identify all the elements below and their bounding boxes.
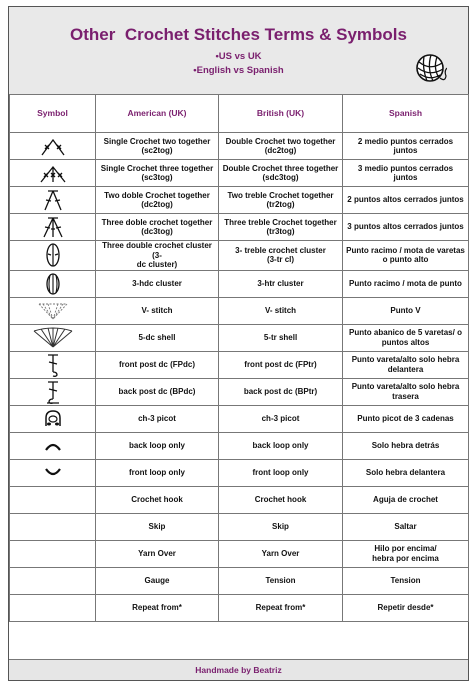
british-term: front post dc (FPtr) <box>219 351 343 378</box>
table-header-row <box>10 95 469 133</box>
v-stitch-icon <box>36 301 70 321</box>
spanish-term: Repetir desde* <box>343 594 469 621</box>
spanish-term: Solo hebra delantera <box>343 459 469 486</box>
british-term: Repeat from* <box>219 594 343 621</box>
table-row <box>10 187 469 214</box>
spanish-term: Punto V <box>343 297 469 324</box>
spanish-term: Solo hebra detrás <box>343 432 469 459</box>
symbol-cell <box>10 351 96 378</box>
table-row <box>10 378 469 405</box>
spanish-term: Punto racimo / mota de varetas o punto alto <box>343 241 469 271</box>
footer-credit: Handmade by Beatriz <box>9 659 468 680</box>
sc2tog-icon <box>38 135 68 157</box>
header <box>9 7 468 95</box>
spanish-term: Saltar <box>343 513 469 540</box>
american-term: Two doble Crochet together (dc2tog) <box>96 187 219 214</box>
front-loop-icon <box>38 464 68 482</box>
american-term: back post dc (BPdc) <box>96 378 219 405</box>
table-row <box>10 432 469 459</box>
symbol-cell <box>10 160 96 187</box>
symbol-cell <box>10 567 96 594</box>
american-term: Crochet hook <box>96 486 219 513</box>
dc2tog-icon <box>38 189 68 211</box>
subtitle-english-spanish: •English vs Spanish <box>193 65 284 76</box>
symbol-cell <box>10 270 96 297</box>
british-term: Yarn Over <box>219 540 343 567</box>
spanish-term: Tension <box>343 567 469 594</box>
british-term: Skip <box>219 513 343 540</box>
symbol-cell <box>10 432 96 459</box>
table-row <box>10 405 469 432</box>
american-term: Yarn Over <box>96 540 219 567</box>
table-row <box>10 324 469 351</box>
symbol-cell <box>10 594 96 621</box>
spanish-term: Punto vareta/alto solo hebra trasera <box>343 378 469 405</box>
american-term: Single Crochet two together (sc2tog) <box>96 133 219 160</box>
col-header-american: American (UK) <box>96 95 219 133</box>
spanish-term: Punto racimo / mota de punto <box>343 270 469 297</box>
british-term: ch-3 picot <box>219 405 343 432</box>
symbol-cell <box>10 540 96 567</box>
british-term: Crochet hook <box>219 486 343 513</box>
british-term: back loop only <box>219 432 343 459</box>
american-term: Three doble crochet together (dc3tog) <box>96 214 219 241</box>
symbol-cell <box>10 214 96 241</box>
symbol-cell <box>10 133 96 160</box>
page-title: Other Crochet Stitches Terms & Symbols <box>70 25 407 44</box>
spanish-term: 2 puntos altos cerrados juntos <box>343 187 469 214</box>
british-term: Double Crochet two together (dc2tog) <box>219 133 343 160</box>
dc-cluster-icon <box>38 243 68 267</box>
american-term: 3-hdc cluster <box>96 270 219 297</box>
american-term: back loop only <box>96 432 219 459</box>
table-row <box>10 270 469 297</box>
stitch-table <box>9 94 469 622</box>
american-term: Gauge <box>96 567 219 594</box>
british-term: Three treble Crochet together (tr3tog) <box>219 214 343 241</box>
british-term: Tension <box>219 567 343 594</box>
american-term: 5-dc shell <box>96 324 219 351</box>
symbol-cell <box>10 405 96 432</box>
american-term: V- stitch <box>96 297 219 324</box>
dc3tog-icon <box>38 216 68 238</box>
table-row <box>10 133 469 160</box>
symbol-cell <box>10 459 96 486</box>
spanish-term: Punto vareta/alto solo hebra delantera <box>343 351 469 378</box>
table-row <box>10 241 469 271</box>
col-header-british: British (UK) <box>219 95 343 133</box>
american-term: front loop only <box>96 459 219 486</box>
symbol-cell <box>10 324 96 351</box>
picot-icon <box>38 408 68 430</box>
british-term: 5-tr shell <box>219 324 343 351</box>
table-row <box>10 486 469 513</box>
spanish-term: 3 medio puntos cerrados juntos <box>343 160 469 187</box>
symbol-cell <box>10 187 96 214</box>
hdc-cluster-icon <box>38 272 68 296</box>
shell-icon <box>32 327 74 349</box>
table-row <box>10 594 469 621</box>
yarn-ball-icon <box>413 51 447 85</box>
american-term: front post dc (FPdc) <box>96 351 219 378</box>
american-term: Three double crochet cluster (3- dc cluster) <box>96 241 219 271</box>
stitch-sheet <box>8 6 469 681</box>
symbol-cell <box>10 378 96 405</box>
symbol-cell <box>10 513 96 540</box>
british-term: 3-htr cluster <box>219 270 343 297</box>
spanish-term: 2 medio puntos cerrados juntos <box>343 133 469 160</box>
table-row <box>10 297 469 324</box>
spanish-term: Punto abanico de 5 varetas/ o puntos altos <box>343 324 469 351</box>
table-row <box>10 540 469 567</box>
table-row <box>10 214 469 241</box>
american-term: Repeat from* <box>96 594 219 621</box>
table-row <box>10 567 469 594</box>
table-row <box>10 160 469 187</box>
symbol-cell <box>10 297 96 324</box>
spanish-term: Aguja de crochet <box>343 486 469 513</box>
british-term: Two treble Crochet together (tr2tog) <box>219 187 343 214</box>
british-term: back post dc (BPtr) <box>219 378 343 405</box>
subtitle-us-uk: •US vs UK <box>215 51 262 62</box>
front-post-icon <box>38 353 68 377</box>
british-term: 3- treble crochet cluster (3-tr cl) <box>219 241 343 271</box>
american-term: Skip <box>96 513 219 540</box>
symbol-cell <box>10 486 96 513</box>
symbol-cell <box>10 241 96 271</box>
spanish-term: 3 puntos altos cerrados juntos <box>343 214 469 241</box>
table-row <box>10 459 469 486</box>
british-term: front loop only <box>219 459 343 486</box>
back-post-icon <box>38 380 68 404</box>
col-header-spanish: Spanish <box>343 95 469 133</box>
col-header-symbol: Symbol <box>10 95 96 133</box>
british-term: Double Crochet three together (sdc3tog) <box>219 160 343 187</box>
back-loop-icon <box>38 437 68 455</box>
spanish-term: Punto picot de 3 cadenas <box>343 405 469 432</box>
table-row <box>10 351 469 378</box>
sc3tog-icon <box>38 162 68 184</box>
american-term: ch-3 picot <box>96 405 219 432</box>
spanish-term: Hilo por encima/ hebra por encima <box>343 540 469 567</box>
american-term: Single Crochet three together (sc3tog) <box>96 160 219 187</box>
british-term: V- stitch <box>219 297 343 324</box>
table-row <box>10 513 469 540</box>
